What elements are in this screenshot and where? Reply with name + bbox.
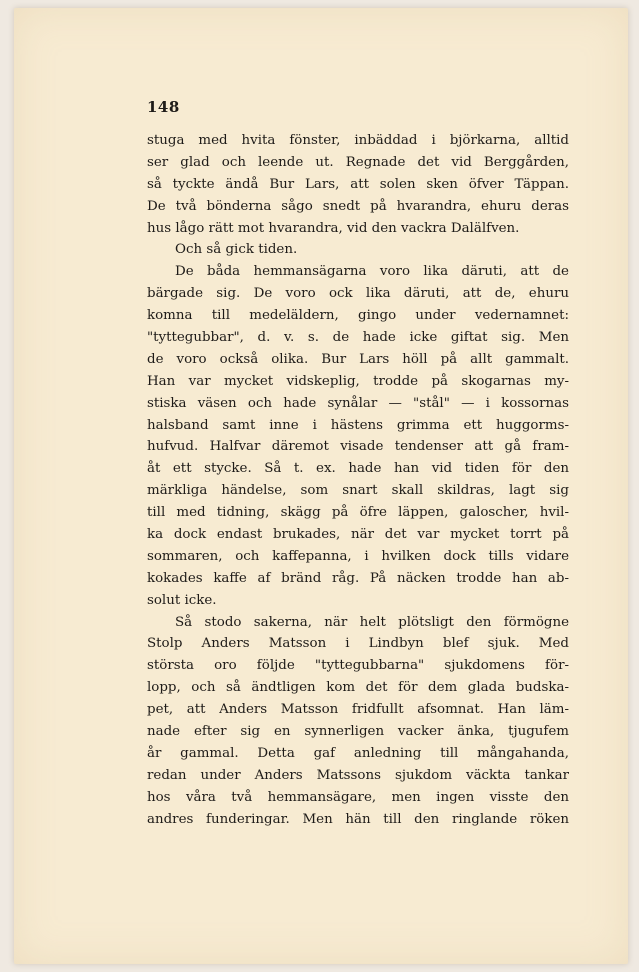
text-line: hus lågo rätt mot hvarandra, vid den vackra Dalälfven.: [147, 220, 520, 236]
text-line: ka dock endast brukades, när det var mycket torrt på: [147, 527, 569, 543]
text-line: till med tidning, skägg på öfre läppen, galoscher, hvil-: [147, 505, 569, 521]
page-number: 148: [147, 98, 180, 116]
text-line: kokades kaffe af bränd råg. På näcken trodde han ab-: [147, 570, 569, 586]
text-line: redan under Anders Matssons sjukdom väckta tankar: [147, 767, 569, 783]
text-line: Och så gick tiden.: [175, 242, 298, 258]
text-line: hufvud. Halfvar däremot visade tendenser att gå fram-: [147, 439, 569, 455]
text-line: andres funderingar. Men hän till den ringlande röken: [147, 811, 569, 827]
text-line: år gammal. Detta gaf anledning till mångahanda,: [147, 745, 569, 761]
text-line: ser glad och leende ut. Regnade det vid Berggården,: [147, 154, 569, 170]
text-line: pet, att Anders Matsson fridfullt afsomnat. Han läm-: [147, 702, 569, 718]
text-line: stuga med hvita fönster, inbäddad i björkarna, alltid: [147, 133, 569, 148]
text-line: hos våra två hemmansägare, men ingen visste den: [147, 789, 569, 805]
text-line: De två bönderna sågo snedt på hvarandra, ehuru deras: [147, 198, 569, 214]
text-line: åt ett stycke. Så t. ex. hade han vid tiden för den: [147, 461, 569, 477]
text-line: De båda hemmansägarna voro lika däruti, att de: [175, 264, 569, 280]
text-line: solut icke.: [147, 592, 217, 608]
text-line: lopp, och så ändtligen kom det för dem glada budska-: [147, 680, 569, 696]
text-line: stiska väsen och hade synålar — "stål" — i kossornas: [147, 395, 569, 411]
text-line: största oro följde "tyttegubbarna" sjukdomens för-: [147, 658, 569, 674]
text-line: märkliga händelse, som snart skall skildras, lagt sig: [147, 483, 569, 499]
text-line: Han var mycket vidskeplig, trodde på skogarnas my-: [147, 373, 569, 389]
text-line: bärgade sig. De voro ock lika däruti, att de, ehuru: [147, 286, 569, 302]
text-line: halsband samt inne i hästens grimma ett huggorms-: [147, 417, 569, 433]
text-line: så tyckte ändå Bur Lars, att solen sken öfver Täppan.: [147, 176, 569, 192]
text-line: "tyttegubbar", d. v. s. de hade icke giftat sig. Men: [147, 330, 569, 346]
text-line: de voro också olika. Bur Lars höll på allt gammalt.: [147, 351, 569, 367]
text-line: Stolp Anders Matsson i Lindbyn blef sjuk. Med: [147, 636, 569, 652]
text-line: nade efter sig en synnerligen vacker änka, tjugufem: [147, 724, 569, 740]
text-line: sommaren, och kaffepanna, i hvilken dock tills vidare: [147, 548, 569, 564]
book-page: [14, 8, 628, 964]
body-text: [147, 130, 569, 831]
text-line: Så stodo sakerna, när helt plötsligt den förmögne: [175, 614, 569, 630]
text-line: komna till medeläldern, gingo under vedernamnet:: [147, 308, 569, 324]
